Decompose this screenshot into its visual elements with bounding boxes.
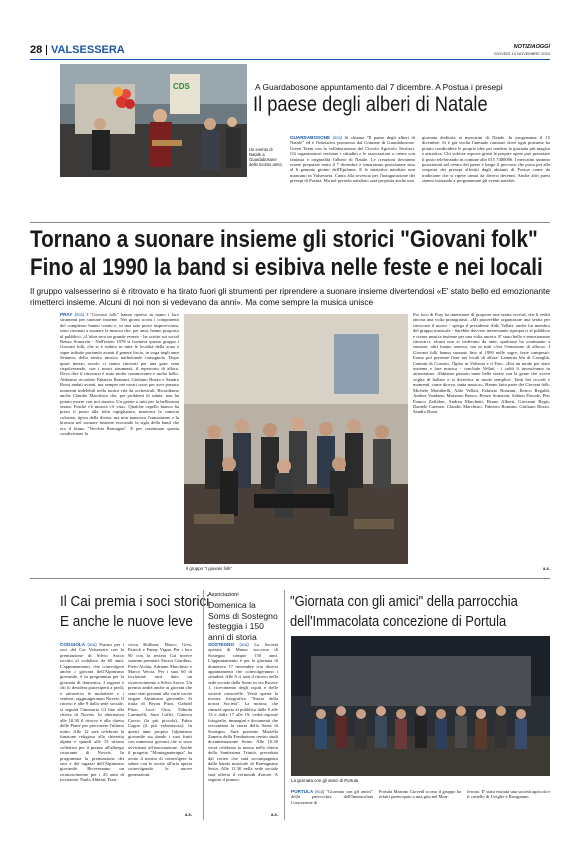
article4-body (208, 642, 278, 810)
article3-col2-text: cesca Bulliani, Marco Giva, Patrick e Fanny Vigna. Per i loro 90 con la tessera Cai invece saranno premiati: Enrica Giardino, Piero Aichia, Adriano Marchisio e Marco Vercia. Per i suoi 60 di iscrizione sarà dato un riconoscimento a Silvio Sacco. Un premio andrà anche ai giovani che sono stati presenti alle varie uscite targate Alpinismo giovanile. Si tratta di Bryan Pitzo, Gabriel Pitzo, Luca Oros, Fabiola Cammelli, Sara Caffri, Ginevra Curcio (la più piccola), Fabio Cagna (il più volenteroso). In questi anni proprio l'alpinismo giovanile sta dando i suoi frutti con numerosi giovani che si sono avvicinati all'associazione. Anche il progetto "Montagnaterapia" ha avuto il merito di coinvolgere la salute con le uscite all'aria aperta coinvolgendo le nuove generazioni. (128, 642, 192, 777)
article2-headline1: Tornano a suonare insieme gli storici "Giovani folk" (30, 226, 538, 253)
portula-group-photo (291, 636, 550, 776)
article1-col2-text: giornata dedicata ai mercatini di Natale. In programma il 15 dicembre. Si è già svolta l'annuale riunione dove ogni postuese ha potuto condividere le proprie idee per rendere la giornata più magica e attrattiva. Chi volesse esporre giusti le proprie opere può prenotare il posto telefonando in comune allo 015 7400006. I mercatini saranno posizionati nel centro del paese e lungo il percorso che porta poi alla scoperta dei presepi allestiti dagli abitanti di Postua come da tradizione che si ripete ormai da diversi decenni. Anche altri paesi stanno iniziando a programmare gli eventi natalizi. (422, 135, 550, 184)
divider-2 (30, 578, 550, 579)
page-header (30, 44, 550, 58)
article4-headline: Domenica la Soms di Sostegno festeggia i 150 anni di storia (208, 600, 278, 642)
article3-col2 (128, 642, 192, 810)
article5-col2 (379, 789, 461, 819)
article2-signature: a.s. (543, 566, 550, 571)
article3-col1-text: Pranzo per i soci del Cai Valsessera con la premiazione di Silvio Sacco iscritto al sodalizio da 60 anni. L'appuntamento, che coinvolgerà anche i giovani dell'Alpinismo giovanile, è in programma per la giornata di domenica. I ragazzi e chi lo desidera parteciperà a piedi, e attraverso le mulattiere e i sentieri, raggiungeranno Noveis. Il ritrovo è alle 9 dalla sede sociale, si seguirà l'itinerario Gl fino alla chiesa di Noveis. In alternativa alle 10.30 il ritrovo è alla chiesa delle Piane per percorrere l'ultimo tratto. Alle 12 sarà celebrata la funzione religiosa alla chiesetta alpina e quindi alle 13 ritorno collettivo per il pranzo all'albergo ristorante di Noveis. In programma la premiazione dei soci e del ragazzi dell'Alpinismo giovanile. Riceveranno un riconoscimento per i 25 anni di iscrizione: Paola Abbiati, Fran- (60, 642, 124, 783)
article1-headline: Il paese degli alberi di Natale (253, 93, 488, 116)
article5-kicker-sub: (sca) (315, 789, 325, 794)
article4-kicker: SOSTEGNO (208, 642, 235, 647)
article3-signature: a.s. (185, 812, 192, 817)
giovani-folk-photo (184, 314, 408, 564)
article5-photo-caption: La giornata con gli amici di Portula (291, 778, 359, 783)
article5-headline1: "Giornata con gli amici" della parrocchia (290, 593, 518, 610)
article1-col1-text: Si chiama "Il paese degli alberi di Natale" ed è l'iniziativa promossa dal Comune di Guardabosone. Green Team con la collaborazione del Circolo Agricolo Territori. Gli organizzatori invitano i cittadini e le associazioni a creare con fantasia e originalità l'albero di Natale. Le creazioni dovranno essere preparate entro il 7 dicembre e rimarranno posizionate sino al 6 gennaio giorno dell'Epifania. E le iniziative natalizie non mancano in Valsessera. Canto alla rovescia per l'inaugurazione dei presepi di Postua. Ma nel periodo natalizio sarà proposta anche una (290, 135, 415, 184)
article1-col1 (290, 135, 415, 217)
article5-col1-text: "Giornata con gli amici" della parrocchia dell'Immacolata Concezione di (291, 789, 373, 805)
article1-kicker: GUARDABOSONE (290, 135, 331, 140)
article2-col1 (60, 312, 179, 575)
article4-overline: Associazioni (208, 592, 239, 598)
col-divider-1 (203, 590, 204, 820)
svg-text:CDS: CDS (173, 82, 190, 91)
article2-headline2: Fino al 1990 la band si esibiva nelle feste e nei locali (30, 254, 543, 281)
article5-col1 (291, 789, 373, 819)
masthead: NOTIZIAOGGI (513, 44, 550, 50)
divider-1 (30, 222, 550, 223)
article5-kicker: PORTULA (291, 789, 314, 794)
article5-col3-text: ferrato. E' stata visitata una società agricola e il castello di Uviglie a Rosignano. (467, 789, 550, 800)
section-name: VALSESSERA (51, 44, 125, 56)
article2-photo-caption: Il gruppo "I giovani folk" (186, 566, 232, 571)
page-number: 28 (30, 44, 43, 56)
christmas-event-photo (60, 64, 247, 177)
article1-col2 (422, 135, 550, 217)
issue-date: GIOVEDÌ 14 NOVEMBRE 2024 (493, 51, 550, 56)
article3-headline1: Il Cai premia i soci storici (60, 593, 210, 610)
article3-headline2: E anche le nuove leve (60, 613, 193, 630)
christmas-event-illustration (60, 64, 247, 177)
article4-kicker-sub: (sca) (239, 642, 249, 647)
article3-kicker: COGGIOLA (60, 642, 86, 647)
article5-col3 (467, 789, 550, 819)
article1-overline: A Guardabosone appuntamento dal 7 dicembre. A Postua i presepi (255, 82, 503, 92)
article3-col1 (60, 642, 124, 820)
article2-col2 (413, 312, 550, 565)
article1-kicker-sub: (sca) (332, 135, 342, 140)
article5-col2-text: Portula Martino Giovedì scorso il gruppo ha infatti partecipato a una gita nel Mon- (379, 789, 461, 800)
header-divider (46, 45, 47, 55)
article4-signature: a.s. (271, 812, 278, 817)
article2-col1-text: I "Giovani folk" hanno ripreso in mano i loro strumenti per suonare insieme. Nei giorni scorsi i componenti del complesso hanno creato e, in una sala prove improvvisata, sono ritornati a suonare la musica che, per anni, hanno proposto al pubblico. «L'altra sera un grande evento - ha scritto sui social Renzo Scanavin - Nell'inizio 1978 si formava questo gruppo i Giovani folk, che si è esibito in tutte le località della zona e saper infinite portando avanti il genere liscio, in voga negli anni Settanta, della nostra musica tradizionale romagnola. Dopo quasi mezzo secolo ci siamo ritrovati per una gran cena rispolverando, con i nostri strumenti, il repertorio di allora. Devo dire il ritrovarsi è stato molto commovente e molto bello. Abbiamo ricordato Fabrizio Bonzani, Giuliano Bozzo e Sandro Rossi andati avanti, ma sempre nei nostri cuori per aver passato momenti indelebili nella nostra vita da orchestrali. Ricordiamo anche Claudio Marchisio che, per problemi di salute, non ha potuto essere con noi stasera. Un grazie a tutti per la bellissima serata. Finché c'è musica c'è vita». Qualche capello bianco ha preso il posto alla folta capigliatura, mancava la camicia colorata, tipica della divisa, ma non mancava l'entusiasmo e la bravura nel suonare insieme evocando la sigla della band che era il brano "Vecchia Romagna". E per continuare questa condivisione la (60, 312, 179, 436)
article2-col2-text: Pro loco di Pray ha intenzione di proporre una serata revival, che li vedrà ancora una volta protagonisti. «Mi piacerebbe organizzare una serata per rievocare il nuovo - spiega il presidente Aldo Vellati, anche lui membro del gruppo musicale - Sarebbe davvero interessante riproporci al pubblico e creare musica insieme per una volta ancora. E' stato bello e emozionante ritrovarci, alcuni non si vedevano da anni, qualcuno ha continuato a suonare, altri hanno smesso, ma in tutti c'era l'emozione di allora». I Giovani folk hanno suonato fino al 1990 nelle sagre, feste campestri. Erano poi presente fisse nei locali di allora: Lanterna blu di Cavaglià, Cantoni di Cossato, l'Igloo in Valsesia e il Faro. «Era un modo per stare insieme e fare musica - conclude Vellati - i soldi li investivamo in attrezzature. Abbiamo passato tante belle serate con la gente che aveva voglia di ballare e si divertiva in modo semplice. Tanti bei ricordi e momenti, come dicevo, tanta musica». Hanno fatto parte dei Giovani folk: Michele Montibelli, Aldo Vellati, Fabrizio Bonzani, Enrico Regaldi, Andrea Vaudano, Massimo Ronco, Renzo Scanavin, Sabino Pascale, Pier Franco Zaffalon, Andrea Marchetti, Bruno Alberti, Giovanni Regis, Daniele Carenzo, Claudio Marchisio, Fabrizio Bonzani, Giuliano Bozzo, Sandro Rossi. (413, 312, 550, 415)
giovani-folk-illustration (184, 314, 408, 564)
article4-body-text: La Società operaia di Mutuo soccorso di Sostegno compie 150 anni. L'appuntamento è per la giornata di domenica 17 novembre con diversi appuntamenti che coinvolgeranno i cittadini. Alle 9 ci sarà il ritrovo nella sede sociale della Soms in via Rovere 1, ricevimento degli ospiti e delle società consorelle. Verrà aperta la mostra fotografica "Storia della nostra Società". La mostra, che rimarrà aperta al pubblico dalle 9 alle 13 e dalle 17 alle 19, vedrà esposte fotografie, immagini e documenti che raccontano la storia della Soms di Sostegno. Sarà presente Mariella Zanetta della Fondazione centro studi documentazione Soms. Alle 10.30 verrà celebrata la messa nella chiesa della Santissima Trinità, preceduta dal corteo che sarà accompagnato dalla banda musicale di Romagnano Sesia. Alle 11.30 nella sede sociale sarà offerto il vermouth d'onore. A seguire il pranzo. (208, 642, 278, 783)
article5-headline2: dell'Immacolata concezione di Portula (290, 613, 507, 630)
article1-photo-caption: Un evento di Natale a Guardabosone dello scorso anno (249, 147, 282, 167)
portula-group-illustration (291, 636, 550, 776)
header-rule (30, 59, 550, 60)
article2-kicker-sub: (sca) (74, 312, 84, 317)
article2-kicker: PRAY (60, 312, 73, 317)
article3-kicker-sub: (sca) (87, 642, 97, 647)
article2-subhead: Il gruppo valsesserino si è ritrovato e ha tirato fuori gli strumenti per riprendere a suonare insieme divertendosi «E' stato bello ed emozionante rimetterci insieme. Alcuni di noi non si vedevano da anni». Ma come sempre la musica unisce (30, 286, 550, 307)
col-divider-2 (284, 590, 285, 820)
